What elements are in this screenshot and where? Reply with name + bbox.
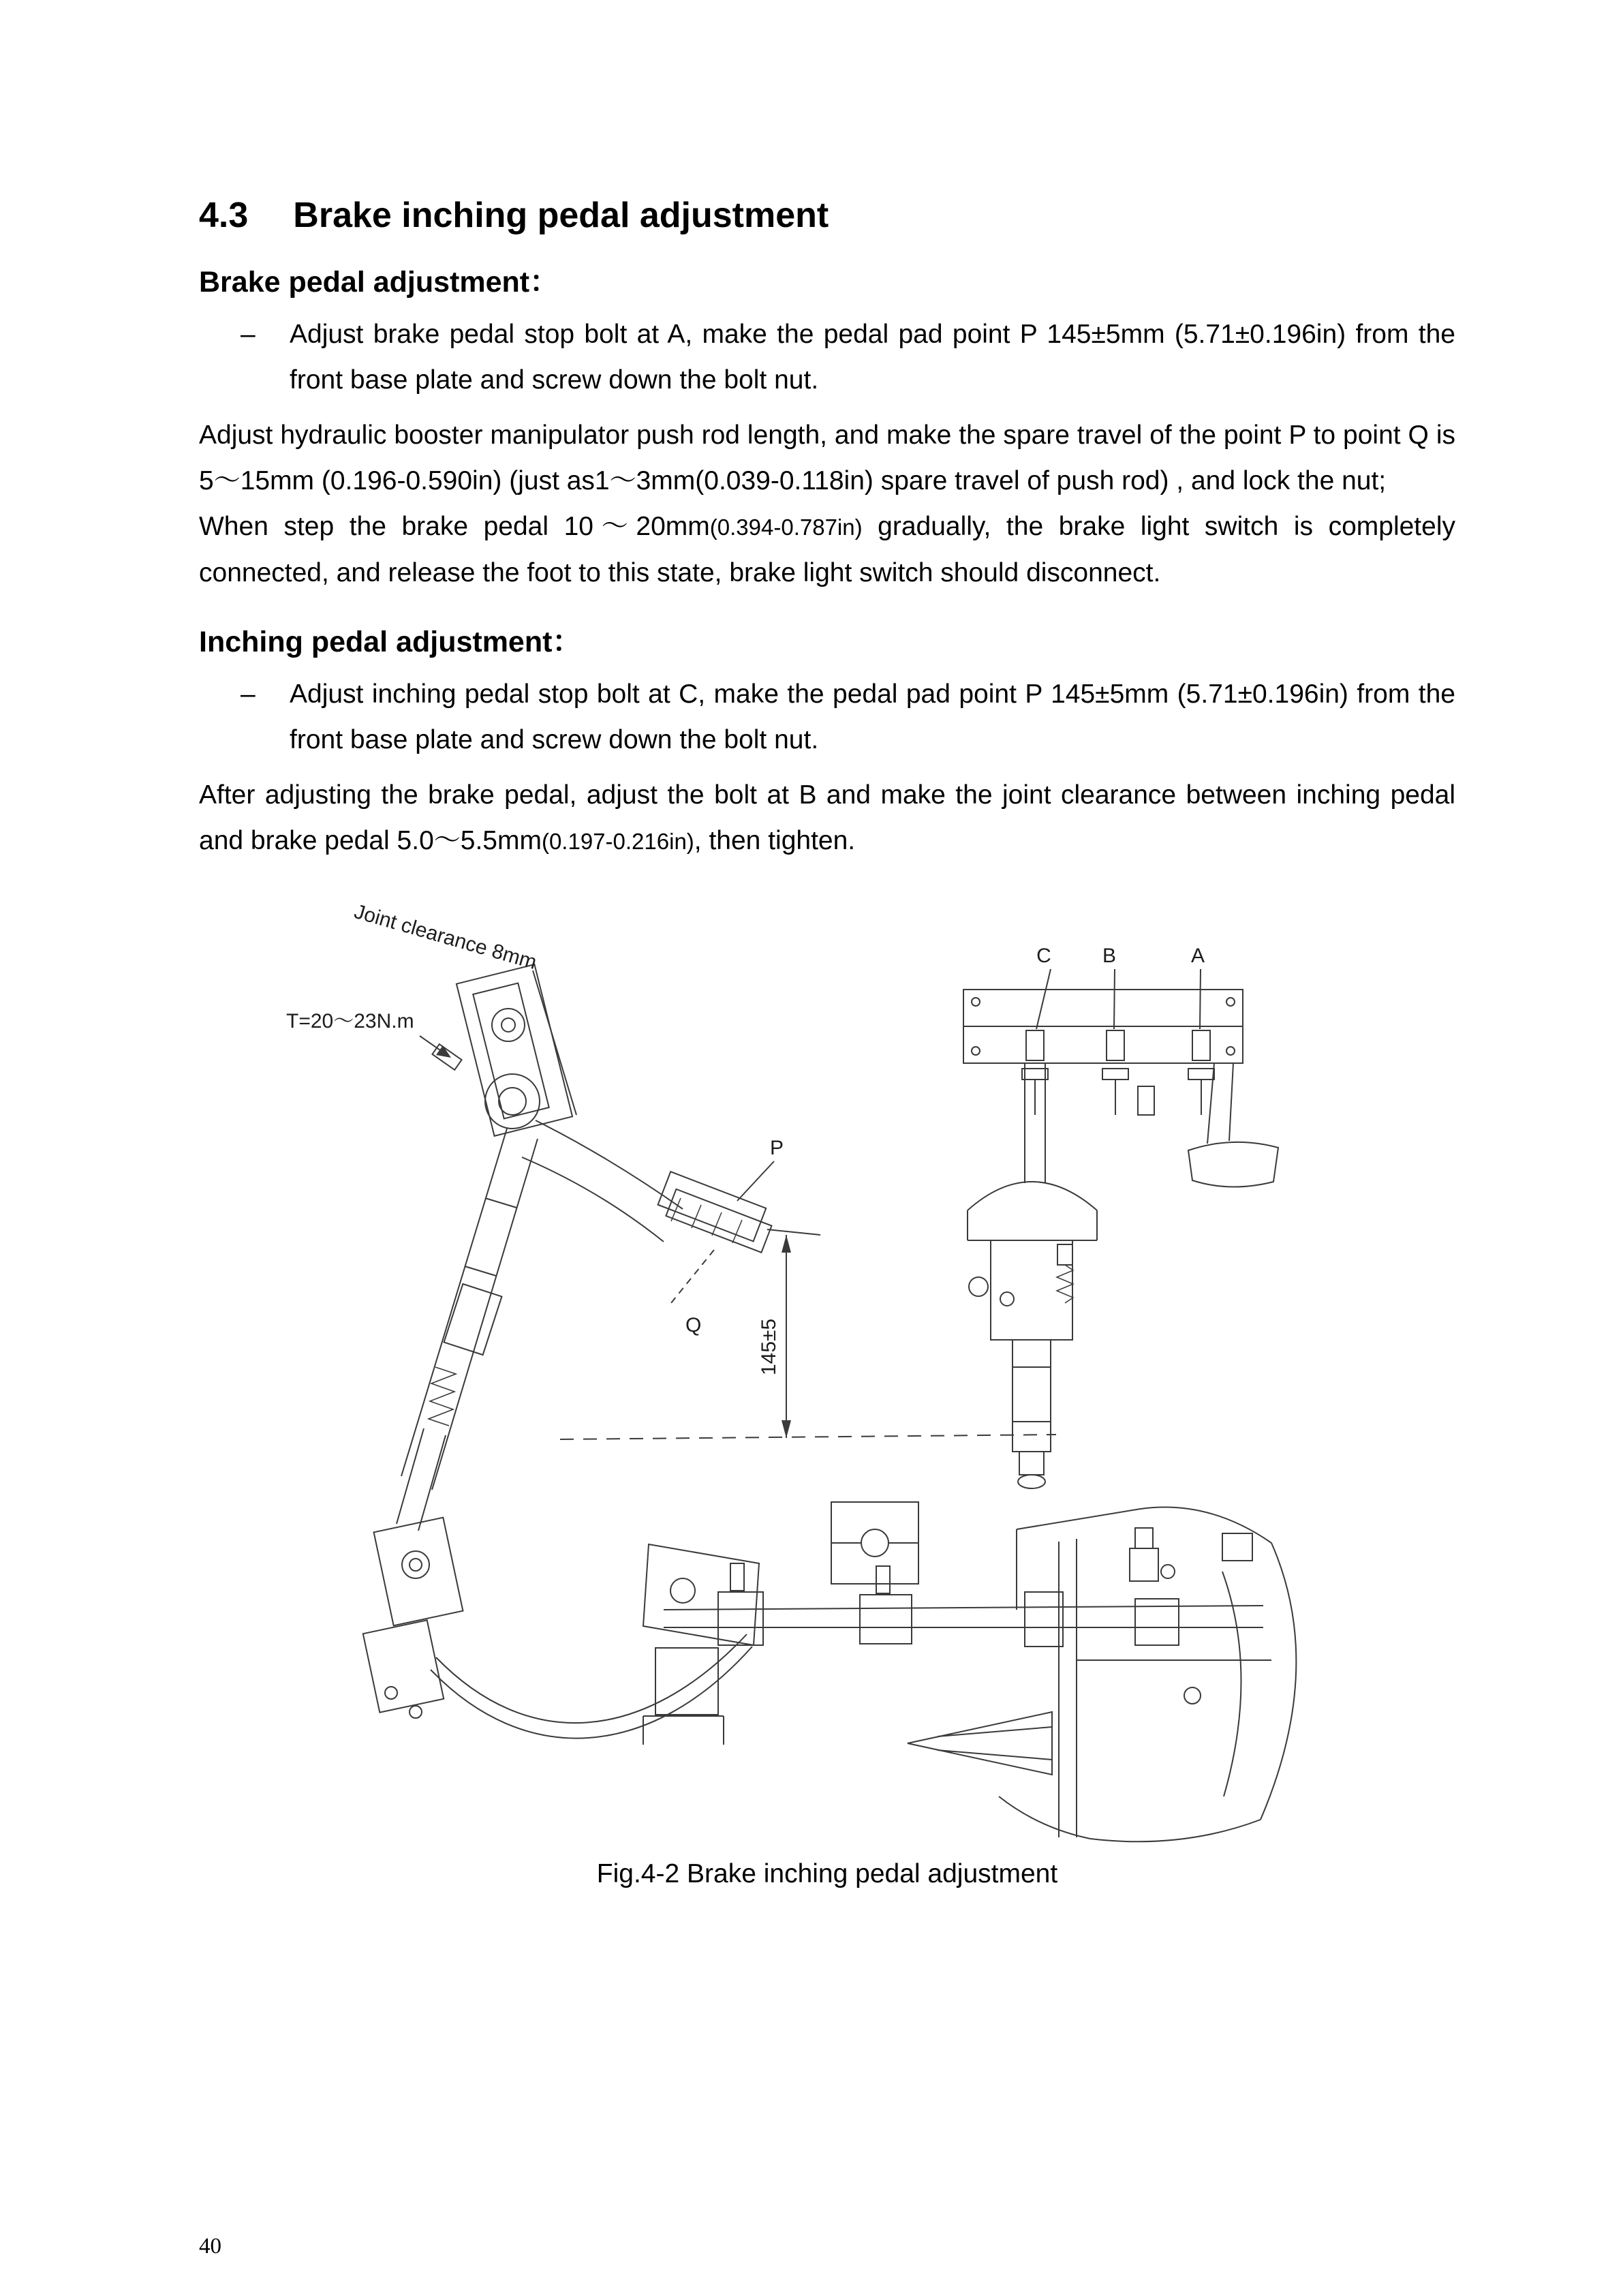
section-number: 4.3 [199, 196, 249, 235]
lower-linkage-assembly [643, 1502, 1263, 1745]
page-content [199, 195, 1455, 1889]
brake-paragraph-2 [199, 504, 1455, 596]
figure-4-2 [199, 890, 1455, 1889]
bullet-dash: – [241, 679, 256, 709]
q-leader-dashed [668, 1250, 714, 1307]
drawing-labels [286, 900, 1205, 1375]
point-p-label: P [769, 1137, 784, 1159]
brake-pedal-heading: Brake pedal adjustment： [199, 266, 559, 299]
inching-paragraph [199, 772, 1455, 864]
inching-pedal-heading: Inching pedal adjustment： [199, 626, 582, 658]
inching-bullet-text: Adjust inching pedal stop bolt at C, make the pedal pad point P 145±5mm (5.71±0.196in) from the front base plate and screw down the bolt nut. [290, 679, 1455, 754]
pedal-adjustment-drawing [268, 890, 1386, 1851]
dimension-label: 145±5 [758, 1318, 780, 1375]
inching-paragraph-post: , then tighten. [694, 826, 856, 855]
point-b-label: B [1102, 945, 1117, 967]
section-title-text: Brake inching pedal adjustment [293, 196, 829, 235]
pedal-lever-assembly [397, 964, 771, 1531]
section-heading [199, 195, 1455, 236]
bullet-dash: – [241, 320, 256, 349]
torque-label: T=20～23N.m [286, 1010, 414, 1032]
inching-paragraph-pre: After adjusting the brake pedal, adjust the bolt at B and make the joint clearance between inching pedal and brake pedal 5.0～5.5mm [199, 780, 1455, 855]
baseline-dashed [560, 1435, 1056, 1439]
brake-paragraph-2-post: gradually, the brake light switch is completely connected, and release the foot to this state, brake light switch should disconnect. [199, 512, 1455, 587]
joint-clearance-label: Joint clearance 8mm [352, 900, 540, 975]
p-leader [737, 1161, 774, 1201]
point-a-label: A [1190, 945, 1205, 967]
brake-paragraph-1: Adjust hydraulic booster manipulator push rod length, and make the spare travel of the point P to point Q is 5～15mm (0.196-0.590in) (just as1～3mm(0.039-0.118in) spare travel of push rod) , and lock the nut; [199, 420, 1455, 495]
transmission-housing [908, 1507, 1296, 1841]
inching-paragraph-small: (0.197-0.216in) [541, 829, 694, 854]
page-number: 40 [199, 2234, 221, 2259]
brake-bullet-text: Adjust brake pedal stop bolt at A, make the pedal pad point P 145±5mm (5.71±0.196in) from the front base plate and screw down the bolt nut. [290, 320, 1455, 395]
booster-assembly [968, 1063, 1097, 1488]
brake-bullet-item [199, 311, 1455, 403]
brake-paragraph-2-pre: When step the brake pedal 10～20mm [199, 512, 710, 541]
torque-leader [420, 1036, 451, 1058]
bracket-assembly [963, 969, 1278, 1187]
figure-caption: Fig.4-2 Brake inching pedal adjustment [596, 1859, 1058, 1888]
point-c-label: C [1036, 945, 1051, 967]
inching-bullet-item [199, 671, 1455, 763]
point-q-label: Q [685, 1314, 702, 1336]
brake-paragraph-2-small: (0.394-0.787in) [709, 515, 863, 540]
